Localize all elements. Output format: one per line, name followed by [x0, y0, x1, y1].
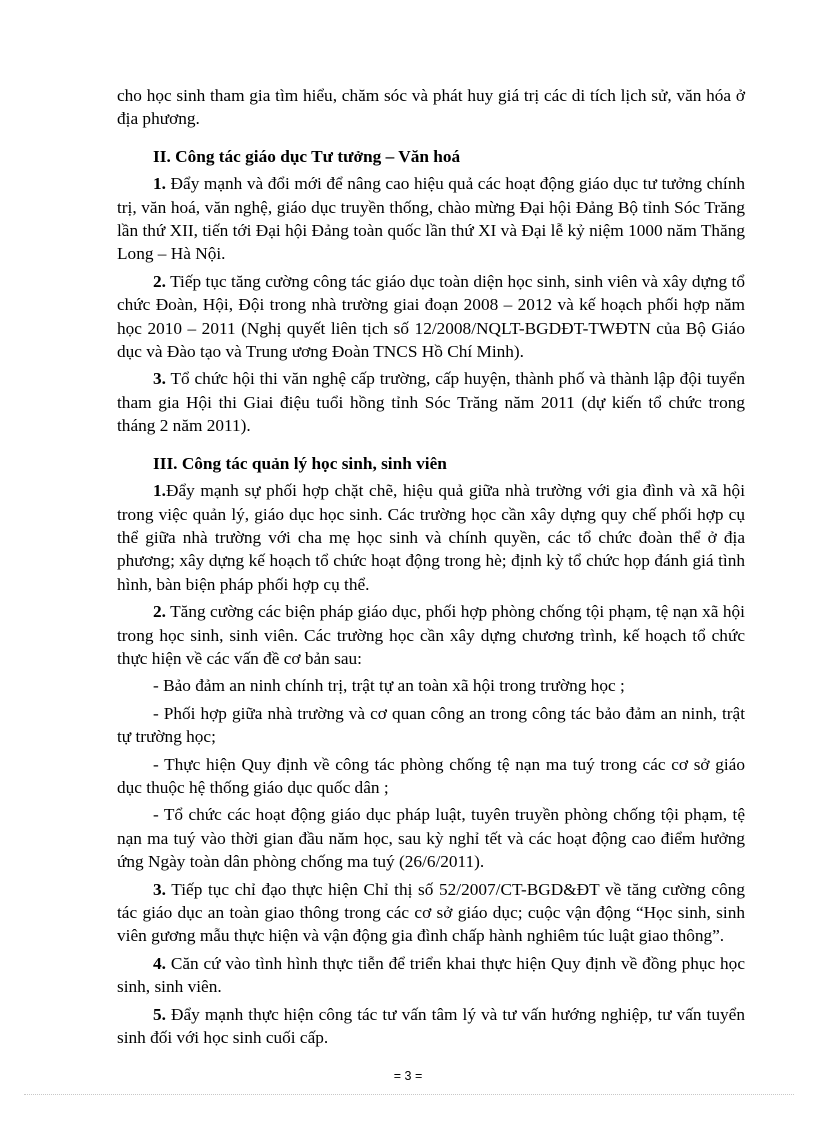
- item-number: 3.: [153, 369, 166, 389]
- section-2-heading: II. Công tác giáo dục Tư tưởng – Văn hoá: [153, 146, 461, 166]
- item-text: Tiếp tục chỉ đạo thực hiện Chỉ thị số 52/2007/CT-BGD&ĐT về tăng cường công tác giáo dục an toàn giao thông trong các cơ sở giáo dục; cuộc vận động “Học sinh, sinh viên gương mẫu thực hiện và vận động gia đình chấp hành nghiêm túc luật giao thông”.: [117, 879, 745, 946]
- intro-paragraph: cho học sinh tham gia tìm hiểu, chăm sóc và phát huy giá trị các di tích lịch sử, văn hóa ở địa phương.: [117, 86, 745, 129]
- item-number: 1.: [153, 174, 166, 194]
- item-number: 1.: [153, 481, 166, 501]
- section-3-item-3: [117, 878, 745, 948]
- section-3-item-4: [117, 952, 745, 999]
- item-text: Đẩy mạnh và đổi mới để nâng cao hiệu quả các hoạt động giáo dục tư tưởng chính trị, văn hoá, văn nghệ, giáo dục truyền thống, chào mừng Đại hội Đảng Bộ tỉnh Sóc Trăng lần thứ XII, tiến tới Đại hội Đảng toàn quốc lần thứ XI và Đại lễ kỷ niệm 1000 năm Thăng Long – Hà Nội.: [117, 174, 745, 264]
- item-number: 4.: [153, 953, 166, 973]
- document-body: [117, 84, 745, 1049]
- item-text: Đẩy mạnh thực hiện công tác tư vấn tâm lý và tư vấn hướng nghiệp, tư vấn tuyển sinh đối với học sinh cuối cấp.: [117, 1004, 745, 1048]
- item-text: Tăng cường các biện pháp giáo dục, phối hợp phòng chống tội phạm, tệ nạn xã hội trong học sinh, sinh viên. Các trường học cần xây dựng chương trình, kế hoạch tổ chức thực hiện về các vấn đề cơ bản sau:: [117, 602, 745, 668]
- bullet-item: - Phối hợp giữa nhà trường và cơ quan công an trong công tác bảo đảm an ninh, trật tự trường học;: [117, 703, 745, 747]
- item-number: 5.: [153, 1004, 166, 1024]
- bullet-item: - Thực hiện Quy định về công tác phòng chống tệ nạn ma tuý trong các cơ sở giáo dục thuộc hệ thống giáo dục quốc dân ;: [117, 754, 745, 797]
- item-number: 2.: [153, 271, 166, 291]
- section-2-item-3: [117, 367, 745, 437]
- page-number: = 3 =: [393, 1069, 423, 1083]
- item-number: 2.: [153, 602, 166, 622]
- section-2-item-1: [117, 172, 745, 266]
- section-3-heading: III. Công tác quản lý học sinh, sinh viên: [153, 453, 447, 473]
- section-2-item-2: [117, 270, 745, 364]
- item-number: 3.: [153, 879, 166, 899]
- item-text: Căn cứ vào tình hình thực tiễn để triển khai thực hiện Quy định về đồng phục học sinh, sinh viên.: [117, 953, 745, 997]
- item-text: Tổ chức hội thi văn nghệ cấp trường, cấp huyện, thành phố và thành lập đội tuyển tham gia Hội thi Giai điệu tuổi hồng tỉnh Sóc Trăng năm 2011 (dự kiến tổ chức trong tháng 2 năm 2011).: [117, 369, 745, 436]
- section-3-item-1: [117, 479, 745, 596]
- bullet-item: - Bảo đảm an ninh chính trị, trật tự an toàn xã hội trong trường học ;: [153, 676, 625, 696]
- page-bottom-divider: [24, 1094, 794, 1095]
- item-text: Tiếp tục tăng cường công tác giáo dục toàn diện học sinh, sinh viên và xây dựng tổ chức Đoàn, Hội, Đội trong nhà trường giai đoạn 2008 – 2012 và kế hoạch phối hợp năm học 2010 – 2011 (Nghị quyết liên tịch số 12/2008/NQLT-BGDĐT-TWĐTN của Bộ Giáo dục và Đào tạo và Trung ương Đoàn TNCS Hồ Chí Minh).: [117, 271, 745, 362]
- bullet-item: - Tổ chức các hoạt động giáo dục pháp luật, tuyên truyền phòng chống tội phạm, tệ nạn ma tuý vào thời gian đầu năm học, sau kỳ nghỉ tết và các hoạt động cao điểm hưởng ứng Ngày toàn dân phòng chống ma tuý (26/6/2011).: [117, 805, 745, 872]
- item-text: Đẩy mạnh sự phối hợp chặt chẽ, hiệu quả giữa nhà trường với gia đình và xã hội trong việc quản lý, giáo dục học sinh. Các trường học cần xây dựng quy chế phối hợp cụ thể giữa nhà trường với cha mẹ học sinh và chính quyền, các tổ chức đoàn thể ở địa phương; xây dựng kế hoạch tổ chức hoạt động trong hè; định kỳ tổ chức họp đánh giá tình hình, bàn biện pháp phối hợp cụ thể.: [117, 481, 745, 594]
- section-3-item-5: [117, 1003, 745, 1050]
- section-3-item-2: [117, 600, 745, 670]
